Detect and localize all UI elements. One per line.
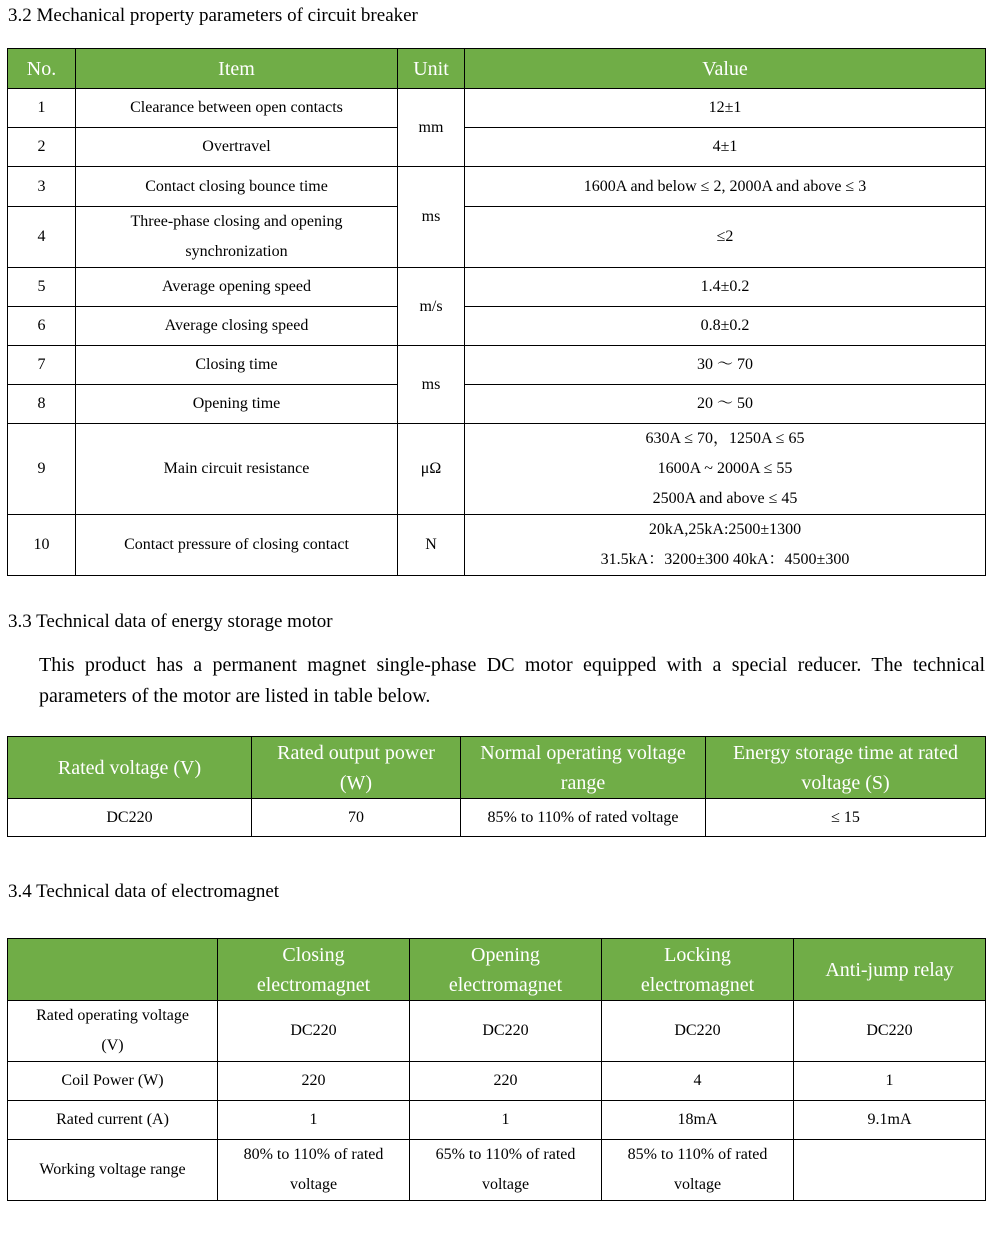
row-item: Closing time xyxy=(76,346,398,385)
row-label: Coil Power (W) xyxy=(8,1062,218,1101)
table-row xyxy=(8,128,986,167)
table-cell: 65% to 110% of rated voltage xyxy=(410,1140,602,1201)
table-cell: DC220 xyxy=(602,1001,794,1062)
header-opening-electromagnet: Opening electromagnet xyxy=(410,939,602,1001)
header-value: Value xyxy=(465,49,986,89)
table-row xyxy=(8,89,986,128)
row-unit: N xyxy=(398,515,465,576)
row-item: Average opening speed xyxy=(76,268,398,307)
header-closing-electromagnet: Closing electromagnet xyxy=(218,939,410,1001)
row-no: 8 xyxy=(8,385,76,424)
header-storage-time: Energy storage time at rated voltage (S) xyxy=(706,737,986,799)
row-item: Contact pressure of closing contact xyxy=(76,515,398,576)
table-row xyxy=(8,385,986,424)
motor-description-paragraph: This product has a permanent magnet single-phase DC motor equipped with a special reducer. The technical parameters of the motor are listed in table below. xyxy=(39,654,985,707)
row-unit: ms xyxy=(398,346,465,424)
row-item: Average closing speed xyxy=(76,307,398,346)
table-cell: DC220 xyxy=(794,1001,986,1062)
electromagnet-data-table xyxy=(7,938,986,1201)
row-value: 1600A and below ≤ 2, 2000A and above ≤ 3 xyxy=(465,167,986,207)
header-locking-electromagnet: Locking electromagnet xyxy=(602,939,794,1001)
table-cell: 220 xyxy=(410,1062,602,1101)
header-no: No. xyxy=(8,49,76,89)
row-value: ≤2 xyxy=(465,207,986,268)
table-row xyxy=(8,167,986,207)
row-value: 12±1 xyxy=(465,89,986,128)
row-no: 1 xyxy=(8,89,76,128)
cell-output-power: 70 xyxy=(252,799,461,837)
row-unit: ms xyxy=(398,167,465,268)
row-value: 20 ～ 50 xyxy=(465,385,986,424)
header-item: Item xyxy=(76,49,398,89)
table-header-row xyxy=(8,939,986,1001)
row-unit: mm xyxy=(398,89,465,167)
row-item: Opening time xyxy=(76,385,398,424)
row-label: Rated current (A) xyxy=(8,1101,218,1140)
row-no: 10 xyxy=(8,515,76,576)
section-heading-3-2: 3.2 Mechanical property parameters of circuit breaker xyxy=(8,5,418,26)
table-row xyxy=(8,1001,986,1062)
table-row xyxy=(8,207,986,268)
table-row xyxy=(8,1101,986,1140)
row-label: Working voltage range xyxy=(8,1140,218,1201)
table-row xyxy=(8,424,986,515)
table-cell: 85% to 110% of rated voltage xyxy=(602,1140,794,1201)
section-heading-3-3: 3.3 Technical data of energy storage motor xyxy=(8,611,333,632)
header-rated-voltage: Rated voltage (V) xyxy=(8,737,252,799)
table-cell: 1 xyxy=(794,1062,986,1101)
row-item: Overtravel xyxy=(76,128,398,167)
section-heading-3-4: 3.4 Technical data of electromagnet xyxy=(8,881,280,902)
row-no: 2 xyxy=(8,128,76,167)
table-cell: 4 xyxy=(602,1062,794,1101)
cell-voltage-range: 85% to 110% of rated voltage xyxy=(461,799,706,837)
row-value: 4±1 xyxy=(465,128,986,167)
table-header-row xyxy=(8,737,986,799)
cell-rated-voltage: DC220 xyxy=(8,799,252,837)
row-item: Contact closing bounce time xyxy=(76,167,398,207)
row-no: 9 xyxy=(8,424,76,515)
table-row xyxy=(8,799,986,837)
row-item: Three-phase closing and opening synchronization xyxy=(76,207,398,268)
table-row xyxy=(8,268,986,307)
motor-data-table xyxy=(7,736,986,837)
table-row xyxy=(8,515,986,576)
table-cell: 9.1mA xyxy=(794,1101,986,1140)
header-output-power: Rated output power (W) xyxy=(252,737,461,799)
row-no: 5 xyxy=(8,268,76,307)
row-unit: m/s xyxy=(398,268,465,346)
table-cell: DC220 xyxy=(218,1001,410,1062)
header-blank xyxy=(8,939,218,1001)
table-cell: 1 xyxy=(410,1101,602,1140)
row-value: 1.4±0.2 xyxy=(465,268,986,307)
table-cell: 220 xyxy=(218,1062,410,1101)
table-cell: DC220 xyxy=(410,1001,602,1062)
row-item: Clearance between open contacts xyxy=(76,89,398,128)
mechanical-parameters-table xyxy=(7,48,986,576)
header-unit: Unit xyxy=(398,49,465,89)
table-cell: 80% to 110% of rated voltage xyxy=(218,1140,410,1201)
table-cell xyxy=(794,1140,986,1201)
row-item: Main circuit resistance xyxy=(76,424,398,515)
row-label: Rated operating voltage (V) xyxy=(8,1001,218,1062)
row-unit: μΩ xyxy=(398,424,465,515)
row-no: 3 xyxy=(8,167,76,207)
table-header-row xyxy=(8,49,986,89)
row-value: 630A ≤ 70，1250A ≤ 65 1600A ~ 2000A ≤ 55 2500A and above ≤ 45 xyxy=(465,424,986,515)
header-anti-jump-relay: Anti-jump relay xyxy=(794,939,986,1001)
header-voltage-range: Normal operating voltage range xyxy=(461,737,706,799)
table-row xyxy=(8,307,986,346)
row-value: 20kA,25kA:2500±1300 31.5kA：3200±300 40kA：4500±300 xyxy=(465,515,986,576)
table-row xyxy=(8,1062,986,1101)
cell-storage-time: ≤ 15 xyxy=(706,799,986,837)
table-row xyxy=(8,346,986,385)
row-value: 30 ～ 70 xyxy=(465,346,986,385)
row-no: 4 xyxy=(8,207,76,268)
row-value: 0.8±0.2 xyxy=(465,307,986,346)
table-row xyxy=(8,1140,986,1201)
table-cell: 1 xyxy=(218,1101,410,1140)
row-no: 7 xyxy=(8,346,76,385)
table-cell: 18mA xyxy=(602,1101,794,1140)
row-no: 6 xyxy=(8,307,76,346)
